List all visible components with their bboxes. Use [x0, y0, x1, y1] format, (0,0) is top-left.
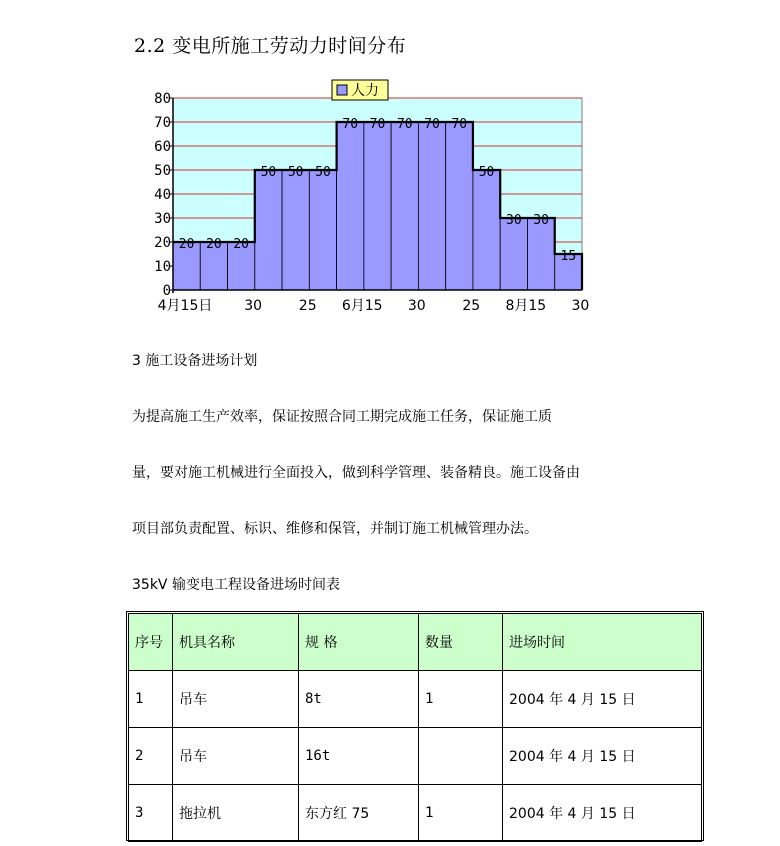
legend-swatch [337, 85, 347, 95]
bar [418, 122, 445, 290]
header-equipment-name: 机具名称 [173, 614, 299, 671]
equipment-table-frame [126, 611, 704, 841]
bar [364, 122, 391, 290]
y-tick-label: 50 [154, 163, 171, 179]
header-quantity: 数量 [419, 614, 503, 671]
table-row [129, 785, 702, 842]
paragraph-line-1: 为提高施工生产效率，保证按照合同工期完成施工任务，保证施工质 [132, 409, 552, 425]
data-label: 70 [369, 117, 386, 132]
header-index: 序号 [129, 614, 173, 671]
section3-heading: 3 施工设备进场计划 [132, 353, 258, 369]
cell-entry-time: 2004 年 4 月 15 日 [503, 785, 702, 842]
data-label: 50 [287, 165, 304, 180]
bar [282, 170, 309, 290]
bar [527, 218, 554, 290]
header-entry-time: 进场时间 [503, 614, 702, 671]
x-tick-label: 25 [462, 298, 481, 314]
y-tick-label: 70 [154, 115, 171, 131]
table-row [129, 728, 702, 785]
cell-quantity: 1 [419, 671, 503, 728]
y-tick-label: 40 [154, 187, 171, 203]
data-label: 70 [342, 117, 359, 132]
bar [446, 122, 473, 290]
data-label: 20 [206, 237, 222, 252]
x-tick-label: 25 [298, 298, 317, 314]
cell-quantity: 1 [419, 785, 503, 842]
data-label: 70 [451, 117, 468, 132]
cell-equipment-name: 拖拉机 [173, 785, 299, 842]
bar [255, 170, 282, 290]
cell-spec: 8t [299, 671, 419, 728]
table-header-row [129, 614, 702, 671]
data-label: 50 [260, 165, 277, 180]
cell-entry-time: 2004 年 4 月 15 日 [503, 728, 702, 785]
header-spec: 规 格 [299, 614, 419, 671]
legend-label: 人力 [351, 83, 379, 99]
section-title: 2.2 变电所施工劳动力时间分布 [134, 35, 407, 57]
x-tick-label: 4月15日 [157, 298, 213, 314]
table-row [129, 671, 702, 728]
cell-index: 3 [129, 785, 173, 842]
data-label: 50 [478, 165, 495, 180]
paragraph-line-3: 项目部负责配置、标识、维修和保管，并制订施工机械管理办法。 [132, 521, 538, 537]
cell-spec: 16t [299, 728, 419, 785]
equipment-table [128, 613, 702, 842]
cell-index: 1 [129, 671, 173, 728]
x-tick-label: 8月15 [505, 298, 547, 314]
paragraph-line-2: 量，要对施工机械进行全面投入，做到科学管理、装备精良。施工设备由 [132, 465, 580, 481]
y-tick-label: 80 [154, 91, 171, 107]
y-tick-label: 20 [154, 235, 171, 251]
cell-entry-time: 2004 年 4 月 15 日 [503, 671, 702, 728]
bar [391, 122, 418, 290]
data-label: 30 [533, 213, 549, 228]
x-tick-label: 30 [407, 298, 426, 314]
bar [337, 122, 364, 290]
x-tick-label: 6月15 [341, 298, 383, 314]
data-label: 50 [315, 165, 331, 180]
y-tick-label: 60 [154, 139, 171, 155]
y-tick-label: 0 [162, 283, 171, 299]
cell-equipment-name: 吊车 [173, 671, 299, 728]
data-label: 70 [396, 117, 413, 132]
data-label: 15 [560, 249, 577, 264]
cell-index: 2 [129, 728, 173, 785]
y-tick-label: 10 [154, 259, 171, 275]
data-label: 70 [424, 117, 440, 132]
cell-spec: 东方红 75 [299, 785, 419, 842]
bar [309, 170, 336, 290]
y-tick-label: 30 [154, 211, 171, 227]
data-label: 30 [506, 213, 522, 228]
cell-equipment-name: 吊车 [173, 728, 299, 785]
data-label: 20 [178, 237, 195, 252]
data-label: 20 [233, 237, 249, 252]
table-caption: 35kV 输变电工程设备进场时间表 [132, 577, 340, 593]
bar [473, 170, 500, 290]
labor-distribution-chart [0, 0, 780, 330]
bar [500, 218, 527, 290]
x-tick-label: 30 [571, 298, 590, 314]
x-tick-label: 30 [244, 298, 263, 314]
cell-quantity [419, 728, 503, 785]
